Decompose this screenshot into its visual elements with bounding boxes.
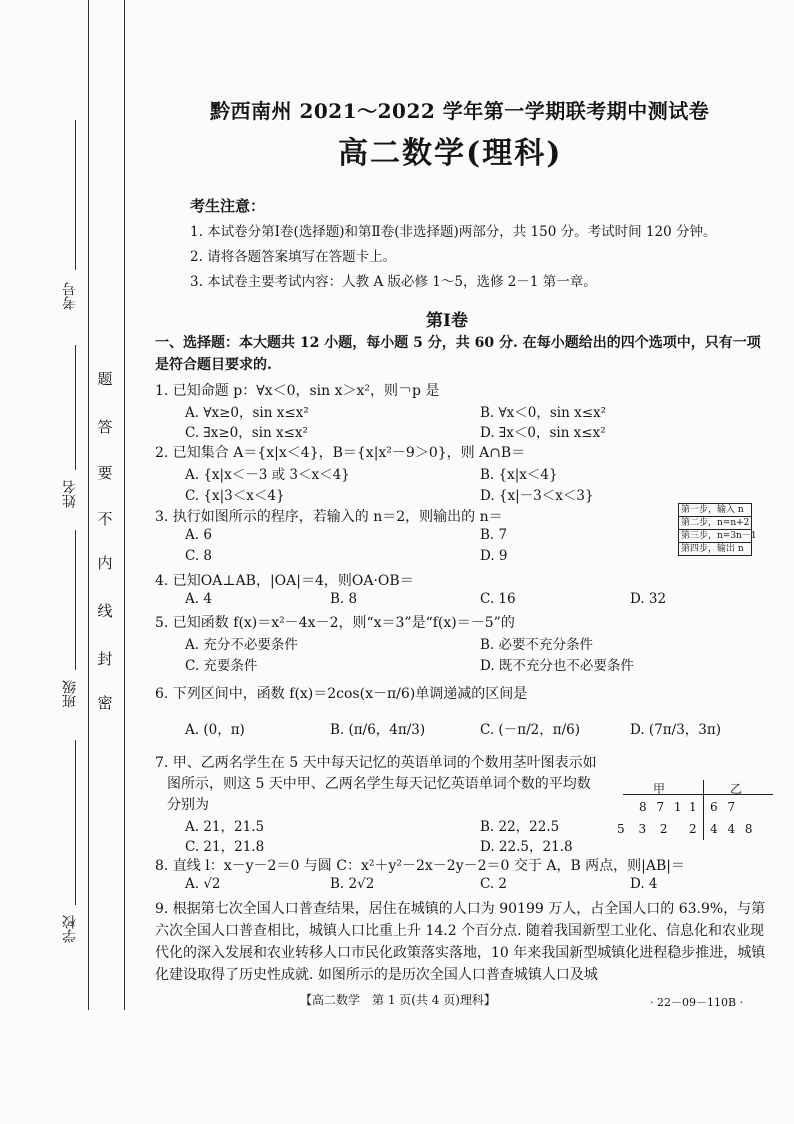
q3-flowchart <box>678 503 757 556</box>
name-line <box>75 345 76 470</box>
q6-stem: 6. 下列区间中，函数 f(x)＝2cos(x－π/6)单调递减的区间是 <box>155 686 528 702</box>
margin-line-inner <box>124 0 125 1010</box>
q7-option-b: B. 22，22.5 <box>480 819 560 835</box>
q7-option-c: C. 21，21.8 <box>185 839 265 855</box>
q8-option-b: B. 2√2 <box>330 876 375 892</box>
q7-stem-line3: 分别为 <box>167 797 209 813</box>
seal-char: 密 <box>97 694 113 712</box>
flow-step: 第一步，输入 n <box>679 504 751 517</box>
q8-option-a: A. √2 <box>185 876 221 892</box>
q3-stem: 3. 执行如图所示的程序，若输入的 n＝2，则输出的 n＝ <box>155 509 503 525</box>
q2-option-a: A. {x|x＜－3 或 3＜x＜4} <box>185 467 350 483</box>
stem-leaf-right-label: 乙 <box>730 782 743 796</box>
q1-option-b: B. ∀x＜0，sin x≤x² <box>480 405 607 421</box>
q7-option-d: D. 22.5，21.8 <box>480 839 573 855</box>
class-label: 班级 <box>62 680 78 708</box>
stem-leaf-row2-left: 5 3 2 <box>617 822 668 836</box>
q1-stem: 1. 已知命题 p：∀x＜0，sin x＞x²，则￢p 是 <box>155 383 440 399</box>
stem-leaf-vertical <box>703 780 704 840</box>
q7-option-a: A. 21，21.5 <box>185 819 265 835</box>
seal-char: 线 <box>97 602 113 620</box>
flow-step: 第三步，n=3n－1 <box>681 531 757 541</box>
page-footer: 【高二数学 第 1 页(共 4 页)理科】 <box>300 993 496 1007</box>
q7-stem-line1: 7. 甲、乙两名学生在 5 天中每天记忆的英语单词的个数用茎叶图表示如 <box>155 755 597 771</box>
q7-stem-line2: 图所示，则这 5 天中甲、乙两名学生每天记忆英语单词个数的平均数 <box>167 776 591 792</box>
class-line <box>75 530 76 670</box>
name-label: 姓名 <box>62 480 78 508</box>
seal-char: 内 <box>97 554 113 572</box>
q6-option-d: D. (7π/3，3π) <box>630 722 722 738</box>
q4-option-d: D. 32 <box>630 591 667 607</box>
exam-no-label: 考号 <box>62 282 78 310</box>
q8-stem: 8. 直线 l：x－y－2＝0 与圆 C：x²＋y²－2x－2y－2＝0 交于 A，B 两点，则|AB|＝ <box>155 858 686 874</box>
q4-option-a: A. 4 <box>185 591 212 607</box>
q5-option-a: A. 充分不必要条件 <box>185 637 298 653</box>
q3-option-b: B. 7 <box>480 527 508 543</box>
q3-option-d: D. 9 <box>480 548 508 564</box>
stem-leaf-left-label: 甲 <box>653 782 666 796</box>
q7-stem-leaf-plot <box>615 780 785 840</box>
stem-leaf-rule <box>623 794 773 795</box>
q8-option-d: D. 4 <box>630 876 658 892</box>
exam-title: 黔西南州 2021～2022 学年第一学期联考期中测试卷 <box>210 99 710 123</box>
q2-option-d: D. {x|－3＜x＜3} <box>480 488 594 504</box>
flow-step: 第二步，n=n+2 <box>681 518 750 528</box>
q6-option-c: C. (－π/2，π/6) <box>480 722 580 738</box>
q5-stem: 5. 已知函数 f(x)＝x²－4x－2，则“x＝3”是“f(x)＝－5”的 <box>155 615 515 631</box>
q1-option-a: A. ∀x≥0，sin x≤x² <box>185 405 309 421</box>
q5-option-d: D. 既不充分也不必要条件 <box>480 658 634 674</box>
notice-item: 2. 请将各题答案填写在答题卡上。 <box>190 249 397 265</box>
exam-no-line <box>75 120 76 270</box>
q1-option-d: D. ∃x＜0，sin x≤x² <box>480 425 606 441</box>
q8-option-c: C. 2 <box>480 876 508 892</box>
seal-char: 题 <box>97 370 113 388</box>
q1-option-c: C. ∃x≥0，sin x≤x² <box>185 425 308 441</box>
notice-item: 3. 本试卷主要考试内容：人教 A 版必修 1～5，选修 2－1 第一章。 <box>190 274 597 290</box>
seal-char: 要 <box>97 464 113 482</box>
seal-char: 封 <box>97 650 113 668</box>
q4-option-c: C. 16 <box>480 591 516 607</box>
stem-leaf-row1-stem: 1 <box>689 800 697 814</box>
flow-step: 第四步，输出 n <box>681 544 744 554</box>
notice-item: 1. 本试卷分第Ⅰ卷(选择题)和第Ⅱ卷(非选择题)两部分，共 150 分。考试时间 120 分钟。 <box>190 224 717 240</box>
school-label: 学校 <box>62 915 78 943</box>
q9-text: 9. 根据第七次全国人口普查结果，居住在城镇的人口为 90199 万人，占全国人口的 63.9%，与第六次全国人口普查相比，城镇人口比重上升 14.2 个百分点. 随着我国新型工业化、信息化和农业现代化的深入发展和农业转移人口市民化政策落实落地，10 年来我国新型城镇化进程稳步推进，城镇化建设取得了历史性成就. 如图所示的是历次全国人口普查城镇人口及城 <box>155 901 766 983</box>
subject-title: 高二数学(理科) <box>338 136 563 171</box>
notice-heading: 考生注意： <box>190 197 266 215</box>
margin-line-outer <box>88 0 89 1010</box>
q4-option-b: B. 8 <box>330 591 358 607</box>
q6-option-a: A. (0，π) <box>185 722 245 738</box>
school-line <box>75 740 76 905</box>
stem-leaf-row1-right: 6 7 <box>710 800 736 814</box>
exam-code: · 22－09－110B · <box>650 996 744 1009</box>
q2-stem: 2. 已知集合 A＝{x|x＜4}，B＝{x|x²－9＞0}，则 A∩B＝ <box>155 445 526 461</box>
q5-option-b: B. 必要不充分条件 <box>480 637 594 653</box>
q4-stem: 4. 已知OA⊥AB，|OA|＝4，则OA·OB＝ <box>155 573 414 589</box>
q3-option-c: C. 8 <box>185 548 213 564</box>
q5-option-c: C. 充要条件 <box>185 658 258 674</box>
stem-leaf-row2-right: 4 4 8 <box>710 822 753 836</box>
part-title: 第Ⅰ卷 <box>426 311 468 331</box>
stem-leaf-row2-stem: 2 <box>689 822 697 836</box>
seal-char: 答 <box>97 418 113 436</box>
q2-option-c: C. {x|3＜x＜4} <box>185 488 285 504</box>
q2-option-b: B. {x|x＜4} <box>480 467 558 483</box>
section-instructions: 一、选择题：本大题共 12 小题，每小题 5 分，共 60 分. 在每小题给出的四个选项中，只有一项是符合题目要求的. <box>155 335 761 373</box>
q6-option-b: B. (π/6，4π/3) <box>330 722 426 738</box>
stem-leaf-row1-left: 8 7 1 <box>639 800 682 814</box>
q3-option-a: A. 6 <box>185 527 212 543</box>
seal-char: 不 <box>97 510 113 528</box>
